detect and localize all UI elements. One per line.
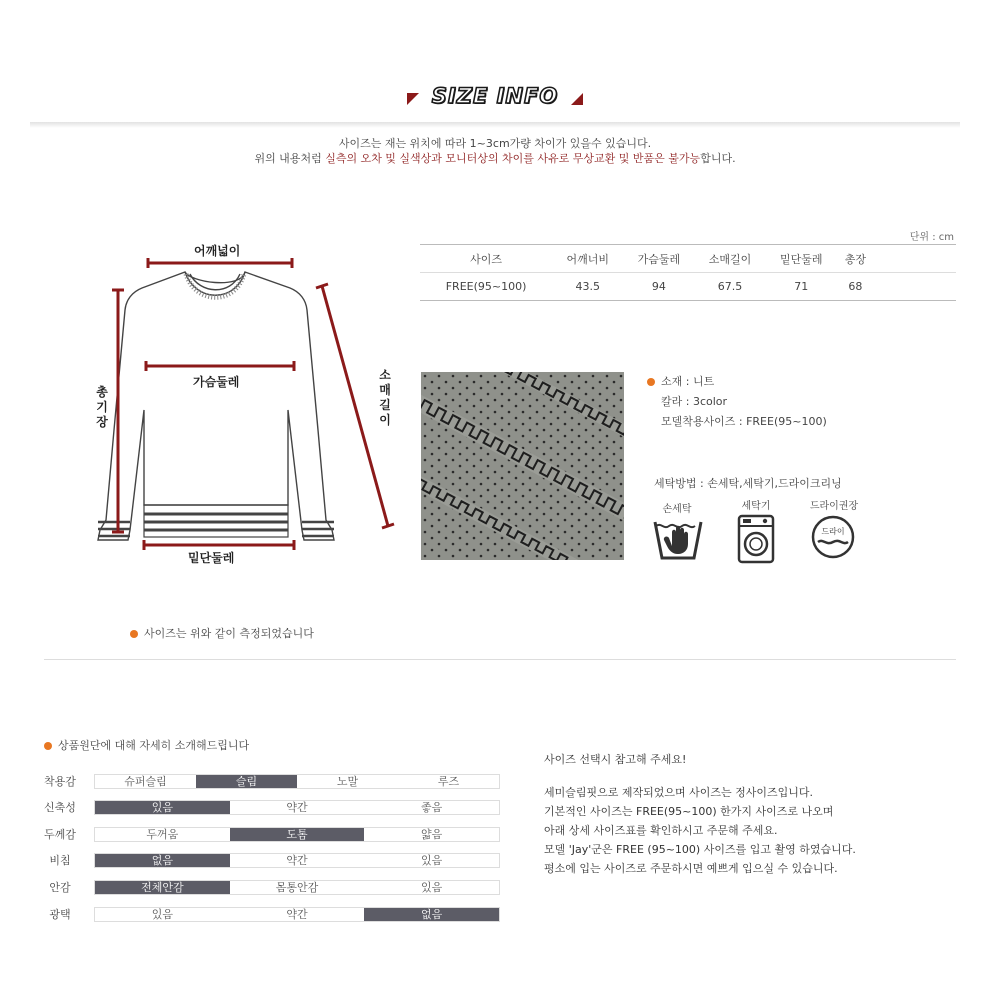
rating-bar xyxy=(94,880,500,895)
section-divider xyxy=(44,659,956,660)
rating-option: 있음 xyxy=(421,854,443,867)
rating-row-label: 광택 xyxy=(49,908,71,921)
description-line: 아래 상세 사이즈표를 확인하시고 주문해 주세요. xyxy=(544,824,778,837)
rating-row-label: 신축성 xyxy=(44,801,76,814)
label-hem: 밑단둘레 xyxy=(188,551,235,565)
rating-title-text: 상품원단에 대해 자세히 소개해드립니다 xyxy=(58,739,250,752)
left-triangle-icon xyxy=(407,93,419,105)
dry-icon-text: 드라이 xyxy=(821,527,845,536)
title-divider xyxy=(30,122,960,128)
rating-option: 약간 xyxy=(286,908,308,921)
rating-title xyxy=(44,737,249,753)
size-table xyxy=(420,244,956,301)
rating-row xyxy=(40,827,510,843)
knit-pattern-icon xyxy=(421,372,624,560)
description-line: 평소에 입는 사이즈로 주문하시면 예쁘게 입으실 수 있습니다. xyxy=(544,862,838,875)
table-header: 밑단둘레 xyxy=(766,245,837,273)
rating-row-label: 안감 xyxy=(49,881,71,894)
description-heading: 사이즈 선택시 참고해 주세요! xyxy=(544,753,687,766)
table-cell: FREE(95~100) xyxy=(420,273,552,301)
wash-method: 세탁방법 : 손세탁,세탁기,드라이크리닝 xyxy=(654,477,842,490)
material-color: 칼라 : 3color xyxy=(661,395,728,408)
rating-option: 얇음 xyxy=(421,828,443,841)
rating-option-selected: 슬림 xyxy=(196,775,297,788)
rating-option: 두꺼움 xyxy=(146,828,179,841)
rating-option-selected: 있음 xyxy=(95,801,230,814)
unit-label: 단위 : cm xyxy=(909,232,954,243)
rating-option-selected: 도톰 xyxy=(230,828,365,841)
rating-option-selected: 없음 xyxy=(95,854,230,867)
description-line: 기본적인 사이즈는 FREE(95~100) 한가지 사이즈로 나오며 xyxy=(544,805,834,818)
notice-warning: 실측의 오차 및 실색상과 모니터상의 차이를 사유로 무상교환 및 반품은 불가능 xyxy=(325,152,701,165)
sleeve-char: 매 xyxy=(379,383,391,397)
rating-option-selected: 없음 xyxy=(364,908,499,921)
sleeve-char: 이 xyxy=(379,413,391,427)
rating-row xyxy=(40,880,510,896)
label-total-length xyxy=(95,385,109,430)
table-cell: 43.5 xyxy=(552,273,623,301)
size-info-title: SIZE INFO xyxy=(431,84,559,108)
material-fabric xyxy=(647,373,714,389)
notice-line-2 xyxy=(0,150,990,166)
bullet-icon xyxy=(44,742,52,750)
measure-note xyxy=(130,625,314,641)
table-header: 사이즈 xyxy=(420,245,552,273)
rating-bar xyxy=(94,827,500,842)
table-header: 총장 xyxy=(837,245,874,273)
table-header-row xyxy=(420,245,956,273)
sleeve-char: 길 xyxy=(379,398,391,412)
table-cell: 94 xyxy=(623,273,694,301)
rating-row-label: 두께감 xyxy=(44,828,76,841)
rating-row xyxy=(40,800,510,816)
rating-option-selected: 전체안감 xyxy=(95,881,230,894)
rating-row xyxy=(40,774,510,790)
rating-row-label: 착용감 xyxy=(44,775,76,788)
right-triangle-icon xyxy=(571,93,583,105)
rating-option: 있음 xyxy=(421,881,443,894)
label-chest: 가슴둘레 xyxy=(193,375,240,389)
table-header-spacer xyxy=(874,245,956,273)
rating-option: 있음 xyxy=(151,908,173,921)
table-row xyxy=(420,273,956,301)
wash-label-dry: 드라이권장 xyxy=(809,501,859,512)
table-cell: 67.5 xyxy=(694,273,765,301)
section-title xyxy=(0,84,990,108)
hand-wash-icon xyxy=(652,516,704,566)
rating-option: 슈퍼슬림 xyxy=(124,775,167,788)
rating-option: 노말 xyxy=(336,775,359,788)
material-model-size: 모델착용사이즈 : FREE(95~100) xyxy=(661,415,827,428)
rating-option: 몸통안감 xyxy=(275,881,319,894)
length-char: 총 xyxy=(96,385,108,399)
bullet-icon xyxy=(130,630,138,638)
notice-line-1: 사이즈는 재는 위치에 따라 1~3cm가량 차이가 있을수 있습니다. xyxy=(338,137,652,150)
wash-label-hand: 손세탁 xyxy=(662,504,692,515)
rating-bar xyxy=(94,853,500,868)
length-char: 장 xyxy=(96,415,108,429)
dry-clean-icon xyxy=(810,514,856,564)
fabric-text: 소재 : 니트 xyxy=(661,375,715,388)
bullet-icon xyxy=(647,378,655,386)
length-char: 기 xyxy=(96,400,108,414)
table-header: 가슴둘레 xyxy=(623,245,694,273)
notice-text: 위의 내용처럼 xyxy=(254,152,326,165)
rating-option: 루즈 xyxy=(437,775,460,788)
wash-label-machine: 세탁기 xyxy=(741,501,771,512)
table-cell: 71 xyxy=(766,273,837,301)
sleeve-char: 소 xyxy=(379,368,391,382)
table-header: 소매길이 xyxy=(694,245,765,273)
table-cell-spacer xyxy=(874,273,956,301)
description-line: 모델 'Jay'군은 FREE (95~100) 사이즈를 입고 촬영 하였습니다. xyxy=(544,843,856,856)
washing-machine-icon xyxy=(737,514,775,568)
table-cell: 68 xyxy=(837,273,874,301)
rating-row xyxy=(40,853,510,869)
table-header: 어깨너비 xyxy=(552,245,623,273)
rating-bar xyxy=(94,800,500,815)
sweater-outline-icon xyxy=(60,230,420,590)
label-shoulder: 어깨넓이 xyxy=(194,244,241,258)
notice-text-end: 합니다. xyxy=(700,152,736,165)
fabric-swatch xyxy=(421,372,624,560)
rating-option: 약간 xyxy=(286,801,308,814)
rating-row-label: 비침 xyxy=(49,854,71,867)
rating-option: 약간 xyxy=(286,854,308,867)
description-line: 세미슬림핏으로 제작되었으며 사이즈는 정사이즈입니다. xyxy=(544,786,814,799)
rating-bar xyxy=(94,774,500,789)
rating-bar xyxy=(94,907,500,922)
rating-option: 좋음 xyxy=(421,801,443,814)
label-sleeve-length xyxy=(378,368,392,428)
sweater-diagram xyxy=(60,230,420,590)
rating-row xyxy=(40,907,510,923)
measure-note-text: 사이즈는 위와 같이 측정되었습니다 xyxy=(144,627,314,640)
